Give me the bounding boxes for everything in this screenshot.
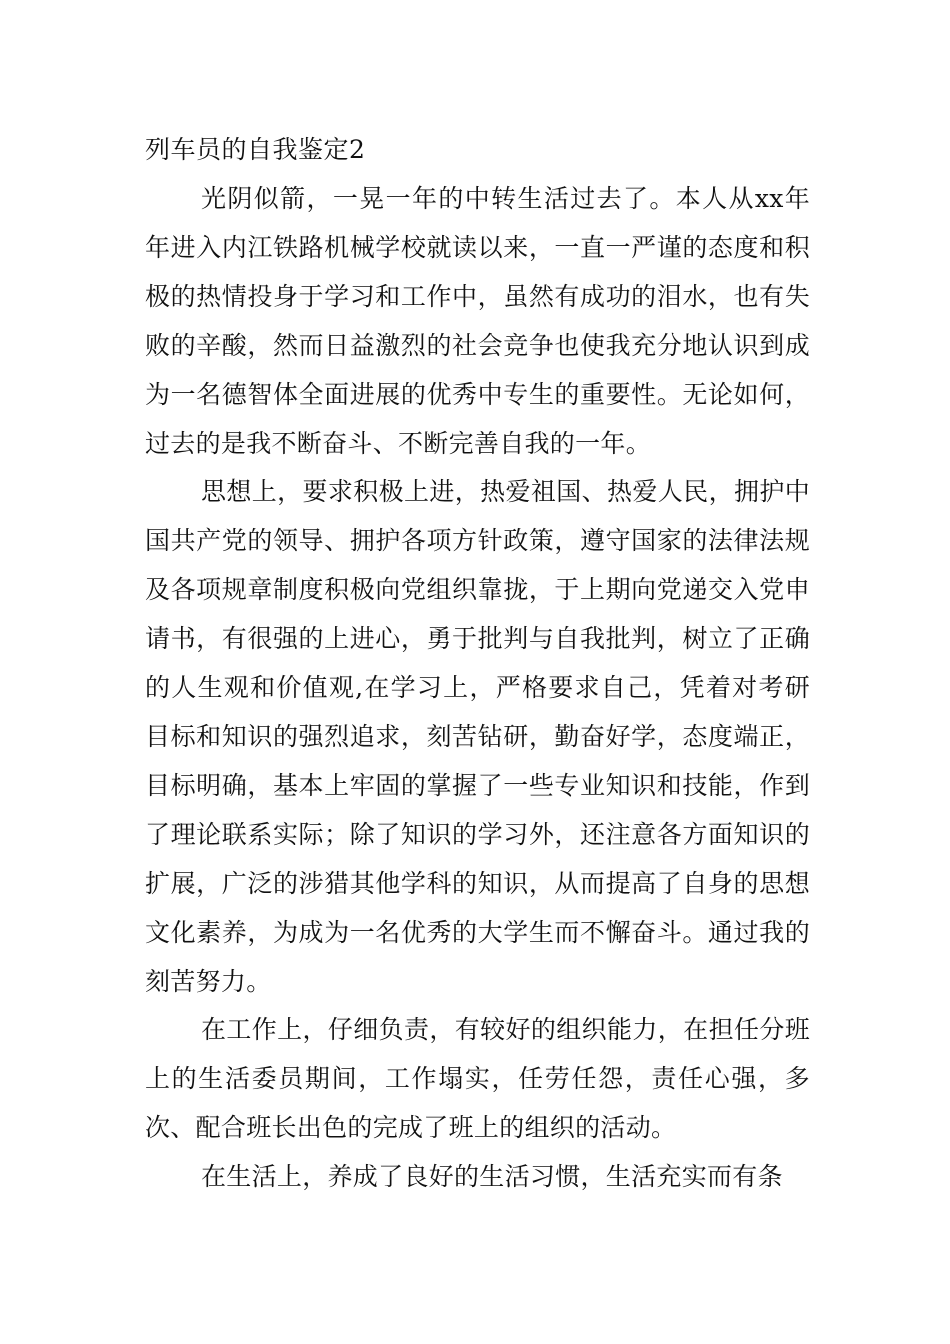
paragraph-ideology: 思想上，要求积极上进，热爱祖国、热爱人民，拥护中国共产党的领导、拥护各项方针政策，遵守国家的法律法规及各项规章制度积极向党组织靠拢，于上期向党递交入党申请书，有很强的上进心，勇于批判与自我批判，树立了正确的人生观和价值观,在学习上，严格要求自己，凭着对考研目标和知识的强烈追求，刻苦钻研，勤奋好学，态度端正，目标明确，基本上牢固的掌握了一些专业知识和技能，作到了理论联系实际；除了知识的学习外，还注意各方面知识的扩展，广泛的涉猎其他学科的知识，从而提高了自身的思想文化素养，为成为一名优秀的大学生而不懈奋斗。通过我的刻苦努力。	[145, 477, 810, 996]
paragraph-work: 在工作上，仔细负责，有较好的组织能力，在担任分班上的生活委员期间，工作塌实，任劳任怨，责任心强，多次、配合班长出色的完成了班上的组织的活动。	[145, 1015, 810, 1143]
paragraph-life: 在生活上，养成了良好的生活习惯，生活充实而有条	[201, 1162, 783, 1192]
document-title: 列车员的自我鉴定2	[145, 135, 366, 164]
document-page	[145, 125, 810, 1202]
paragraph-intro: 光阴似箭，一晃一年的中转生活过去了。本人从xx年年进入内江铁路机械学校就读以来，一直一严谨的态度和积极的热情投身于学习和工作中，虽然有成功的泪水，也有失败的辛酸，然而日益激烈的社会竞争也使我充分地认识到成为一名德智体全面进展的优秀中专生的重要性。无论如何，过去的是我不断奋斗、不断完善自我的一年。	[145, 184, 810, 458]
